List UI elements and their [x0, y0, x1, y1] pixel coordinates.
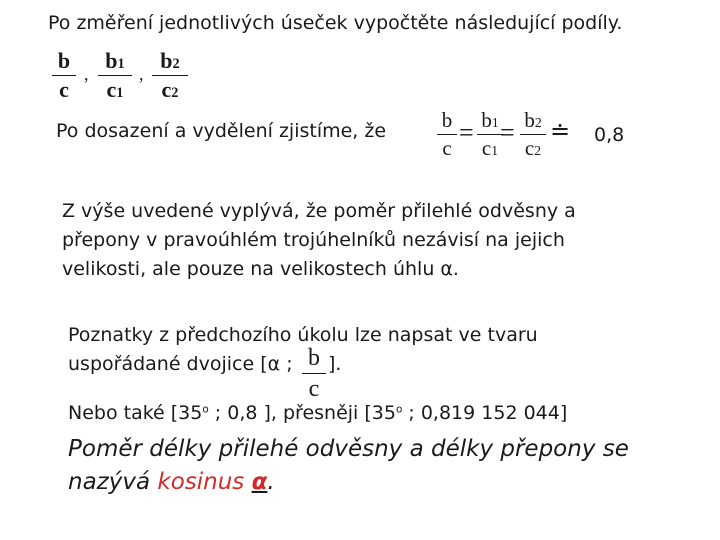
denominator: c — [442, 136, 452, 160]
eq-fraction-b-c — [437, 110, 457, 159]
approx-equals-sign: ≐ — [550, 119, 571, 145]
fraction-b1-c1 — [98, 50, 132, 101]
alpha-symbol: α — [251, 469, 268, 495]
denominator: c — [59, 77, 69, 102]
ordered-pair-text: uspořádané dvojice [α ; — [68, 353, 293, 375]
ordered-pair-close: ]. — [328, 353, 342, 375]
pair-fraction-b-c — [302, 346, 326, 401]
equals-sign: = — [500, 118, 515, 147]
definition-line: nazývá kosinus α. — [68, 469, 275, 495]
fraction-bar — [302, 373, 326, 374]
numerator: b2 — [160, 48, 180, 73]
numerator: b1 — [481, 108, 499, 132]
separator-comma: , — [84, 64, 89, 84]
numerator: b — [57, 48, 71, 73]
denominator: c — [308, 376, 320, 402]
equals-sign: = — [459, 118, 474, 147]
also-values-line: Nebo také [35$^o$ ; 0,8 ], přesněji [35$^o$ ; 0,819 152 044] — [68, 402, 568, 424]
intro-text: Po změření jednotlivých úseček vypočtěte následující podíly. — [48, 12, 623, 34]
substitution-text: Po dosazení a vydělení zjistíme, že — [56, 120, 387, 142]
paragraph-line: Poznatky z předchozího úkolu lze napsat ve tvaru — [68, 324, 538, 346]
eq-fraction-b2-c2 — [520, 110, 546, 159]
denominator: c2 — [524, 136, 542, 160]
fraction-bar — [52, 75, 76, 76]
numerator: b — [308, 345, 320, 371]
fraction-b2-c2 — [152, 50, 188, 101]
fraction-b-c — [52, 50, 76, 101]
fraction-bar — [437, 134, 457, 135]
cosine-term: kosinus — [157, 469, 252, 495]
fraction-bar — [520, 134, 546, 135]
degree-mark: o — [395, 403, 403, 416]
numerator: b1 — [105, 48, 125, 73]
degree-mark: o — [202, 403, 209, 416]
equation-value: 0,8 — [594, 124, 625, 146]
numerator: b — [441, 108, 453, 132]
paragraph-line: velikosti, ale pouze na velikostech úhlu α. — [62, 258, 459, 280]
numerator: b2 — [524, 108, 542, 132]
paragraph-line: Z výše uvedené vyplývá, že poměr přilehlé odvěsny a — [62, 200, 576, 222]
denominator: c1 — [106, 77, 124, 102]
denominator: c1 — [481, 136, 499, 160]
fraction-bar — [98, 75, 132, 76]
separator-comma: , — [139, 64, 144, 84]
denominator: c2 — [161, 77, 179, 102]
paragraph-line: přepony v pravoúhlém trojúhelníků nezávisí na jejich — [62, 229, 565, 251]
fraction-bar — [152, 75, 188, 76]
definition-line: Poměr délky přilehé odvěsny a délky přepony se — [68, 436, 629, 462]
